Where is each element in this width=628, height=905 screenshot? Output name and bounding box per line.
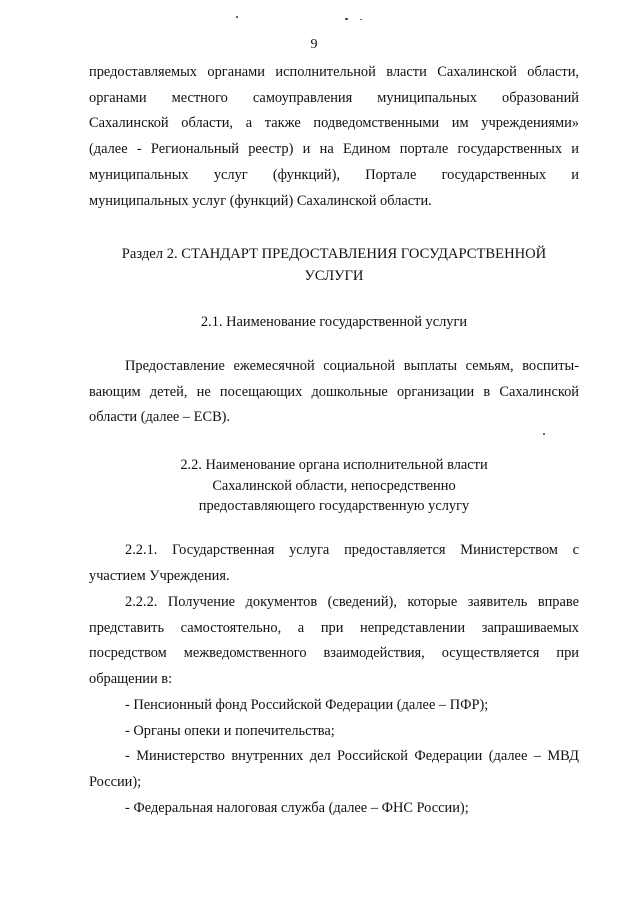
paragraph-2-2-1 <box>89 538 579 589</box>
intro-line: органами местного самоуправления муниципальных образований <box>89 89 579 106</box>
scan-speck <box>360 19 362 20</box>
scan-speck <box>345 18 348 20</box>
intro-line: Сахалинской области, а также подведомственными им учреждениями» <box>89 115 579 132</box>
paragraph-line: вающим детей, не посещающих дошкольные организации в Сахалинской <box>89 383 579 400</box>
list-item-continuation: России); <box>89 774 142 791</box>
list-item: - Органы опеки и попечительства; <box>125 722 335 739</box>
agency-list <box>89 693 579 822</box>
paragraph-2-2-2 <box>89 590 579 693</box>
paragraph-line: области (далее – ЕСВ). <box>89 409 231 426</box>
paragraph-line: обращении в: <box>89 671 173 688</box>
paragraph-line: 2.2.2. Получение документов (сведений), которые заявитель вправе <box>125 594 579 610</box>
subsection-heading-line: предоставляющего государственную услугу <box>198 498 470 514</box>
intro-line: муниципальных услуг (функций), Портале государственных и <box>89 166 579 183</box>
paragraph-line: 2.2.1. Государственная услуга предоставляется Министерством с <box>125 542 579 558</box>
scan-speck <box>236 16 238 18</box>
list-item: - Пенсионный фонд Российской Федерации (далее – ПФР); <box>125 697 489 713</box>
subsection-heading-text: 2.1. Наименование государственной услуги <box>200 314 468 330</box>
paragraph-line: посредством межведомственного взаимодействия, осуществляется при <box>89 645 579 662</box>
subsection-heading-line: Сахалинской области, непосредственно <box>212 477 456 494</box>
intro-line: (далее - Региональный реестр) и на Едином портале государственных и <box>89 141 579 158</box>
subsection-heading-2-2 <box>89 455 579 517</box>
subsection-heading-2-1 <box>89 312 579 333</box>
section-title-line: Раздел 2. СТАНДАРТ ПРЕДОСТАВЛЕНИЯ ГОСУДАРСТВЕННОЙ <box>121 246 547 262</box>
subsection-heading-line: 2.2. Наименование органа исполнительной власти <box>180 457 488 473</box>
paragraph-line: участием Учреждения. <box>89 567 230 584</box>
paragraph-2-1 <box>89 354 579 431</box>
intro-paragraph <box>89 60 579 214</box>
intro-line: предоставляемых органами исполнительной власти Сахалинской области, <box>89 64 579 80</box>
paragraph-line: Предоставление ежемесячной социальной выплаты семьям, воспиты- <box>125 358 579 374</box>
list-item: - Министерство внутренних дел Российской Федерации (далее – МВД <box>125 748 579 765</box>
list-item: - Федеральная налоговая служба (далее – ФНС России); <box>125 799 469 816</box>
scan-speck <box>543 433 545 435</box>
paragraph-line: представить самостоятельно, а при непредставлении запрашиваемых <box>89 619 579 636</box>
section-title-line: УСЛУГИ <box>304 268 364 284</box>
section-title <box>89 243 579 287</box>
intro-line: муниципальных услуг (функций) Сахалинской области. <box>89 192 432 209</box>
page-number: 9 <box>310 37 318 52</box>
